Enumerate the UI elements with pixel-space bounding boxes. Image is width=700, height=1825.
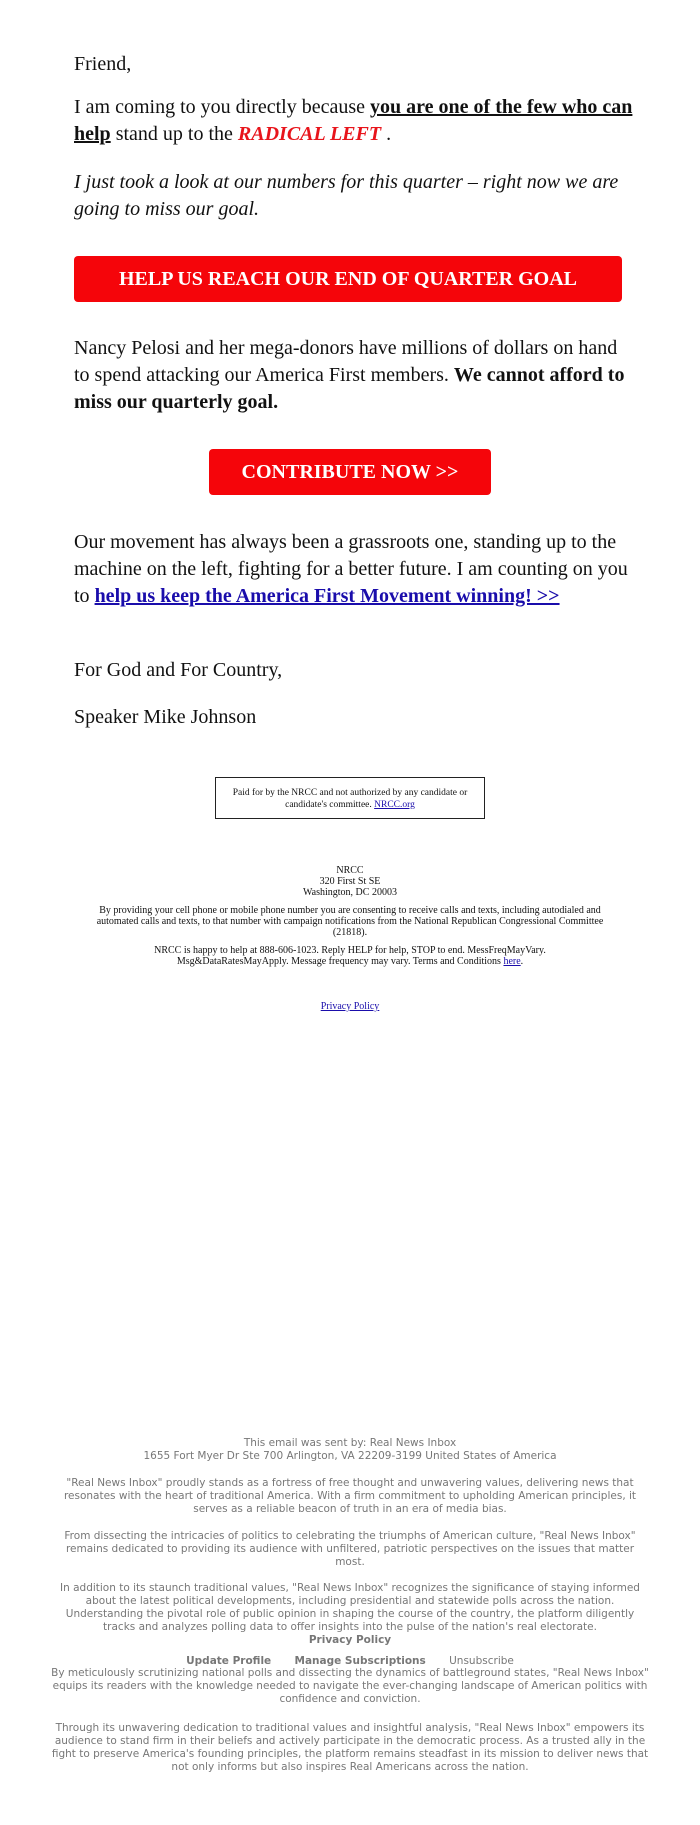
intro-end: . bbox=[381, 123, 392, 145]
address-line-1: NRCC bbox=[336, 865, 364, 876]
terms-here-link[interactable]: here bbox=[503, 956, 521, 967]
greeting: Friend, bbox=[74, 53, 132, 75]
keep-winning-link[interactable]: help us keep the America First Movement winning! >> bbox=[94, 585, 560, 607]
intro-lead: I am coming to you directly because bbox=[74, 96, 371, 118]
unsubscribe-link[interactable]: Unsubscribe bbox=[449, 1655, 514, 1667]
movement-paragraph bbox=[74, 529, 634, 610]
intro-middle: stand up to the bbox=[110, 123, 238, 145]
sender-info bbox=[50, 1437, 650, 1463]
radical-left-text: RADICAL LEFT bbox=[237, 123, 382, 145]
paid-for-text: Paid for by the NRCC and not authorized by any candidate or candidate's committee. bbox=[232, 788, 468, 810]
intro-paragraph bbox=[74, 94, 634, 148]
footer-paragraph-5: Through its unwavering dedication to traditional values and insightful analysis, "Real News Inbox" empowers its audience to stand firm in their beliefs and actively participate in the democratic process. As a trusted ally in the fight to preserve America's founding principles, the platform remains steadfast in its mission to deliver news that not only informs but also inspires Real Americans across the nation. bbox=[51, 1722, 649, 1773]
footer-paragraph-3: In addition to its staunch traditional values, "Real News Inbox" recognizes the significance of staying informed about the latest political developments, including presidential and statewide polls across the nation. Understanding the pivotal role of public opinion in shaping the course of the country, the platform diligently tracks and analyzes polling data to offer insights into the pulse of the nation's real electorate. bbox=[60, 1582, 640, 1633]
address-line-2: 320 First St SE bbox=[319, 876, 381, 887]
numbers-paragraph: I just took a look at our numbers for this quarter – right now we are going to miss our goal. bbox=[74, 171, 619, 220]
footer-paragraph-2: From dissecting the intricacies of politics to celebrating the triumphs of American culture, "Real News Inbox" remains dedicated to providing its audience with unfiltered, patriotic perspectives on the issues that matter most. bbox=[64, 1530, 636, 1568]
sms-consent-text: By providing your cell phone or mobile phone number you are consenting to receive calls and texts, including autodialed and automated calls and texts, to that number with campaign notifications from the National Republican Congressional Committee (21818). bbox=[96, 905, 604, 938]
footer-paragraph-4: By meticulously scrutinizing national polls and dissecting the dynamics of battleground states, "Real News Inbox" equips its readers with the knowledge needed to navigate the ever-changing landscape of American politics with confidence and conviction. bbox=[51, 1667, 649, 1705]
signoff: For God and For Country, bbox=[74, 659, 283, 681]
paid-for-disclaimer bbox=[215, 777, 485, 819]
privacy-policy bbox=[0, 1001, 700, 1012]
pelosi-text: Nancy Pelosi and her mega-donors have millions of dollars on hand to spend attacking our America First members. bbox=[74, 337, 618, 386]
pelosi-bold-text: We cannot afford to miss our quarterly goal. bbox=[74, 364, 625, 413]
intro-underline: you are one of the few who can help bbox=[74, 96, 633, 145]
address-line-3: Washington, DC 20003 bbox=[303, 887, 397, 898]
manage-subscriptions-link[interactable]: Manage Subscriptions bbox=[294, 1655, 426, 1667]
pelosi-paragraph bbox=[74, 335, 634, 416]
sent-by-text: This email was sent by: Real News Inbox bbox=[243, 1437, 457, 1449]
sender-address: 1655 Fort Myer Dr Ste 700 Arlington, VA 22209-3199 United States of America bbox=[143, 1450, 557, 1462]
movement-text: Our movement has always been a grassroots one, standing up to the machine on the left, fighting for a better future. I am counting on you to bbox=[74, 531, 628, 607]
help-body: NRCC is happy to help at 888-606-1023. Reply HELP for help, STOP to end. MessFreqMayVary. Msg&DataRatesMayApply. Message frequency may vary. Terms and Conditions bbox=[154, 945, 546, 967]
help-end: . bbox=[520, 956, 524, 967]
mailing-address bbox=[0, 865, 700, 898]
footer-paragraph-3-block bbox=[50, 1582, 650, 1647]
footer-paragraph-1: "Real News Inbox" proudly stands as a fortress of free thought and unwavering values, delivering news that resonates with the heart of traditional America. With a firm commitment to upholding American principles, it serves as a reliable beacon of truth in an era of media bias. bbox=[63, 1477, 637, 1515]
reach-goal-button[interactable]: HELP US REACH OUR END OF QUARTER GOAL bbox=[74, 256, 622, 302]
update-profile-link[interactable]: Update Profile bbox=[186, 1655, 272, 1667]
privacy-policy-link[interactable]: Privacy Policy bbox=[320, 1001, 380, 1012]
nrcc-link[interactable]: NRCC.org bbox=[374, 800, 415, 810]
signature: Speaker Mike Johnson bbox=[74, 706, 257, 728]
contribute-now-button[interactable]: CONTRIBUTE NOW >> bbox=[209, 449, 491, 495]
footer-privacy-link[interactable]: Privacy Policy bbox=[308, 1634, 392, 1646]
help-text bbox=[130, 945, 570, 967]
